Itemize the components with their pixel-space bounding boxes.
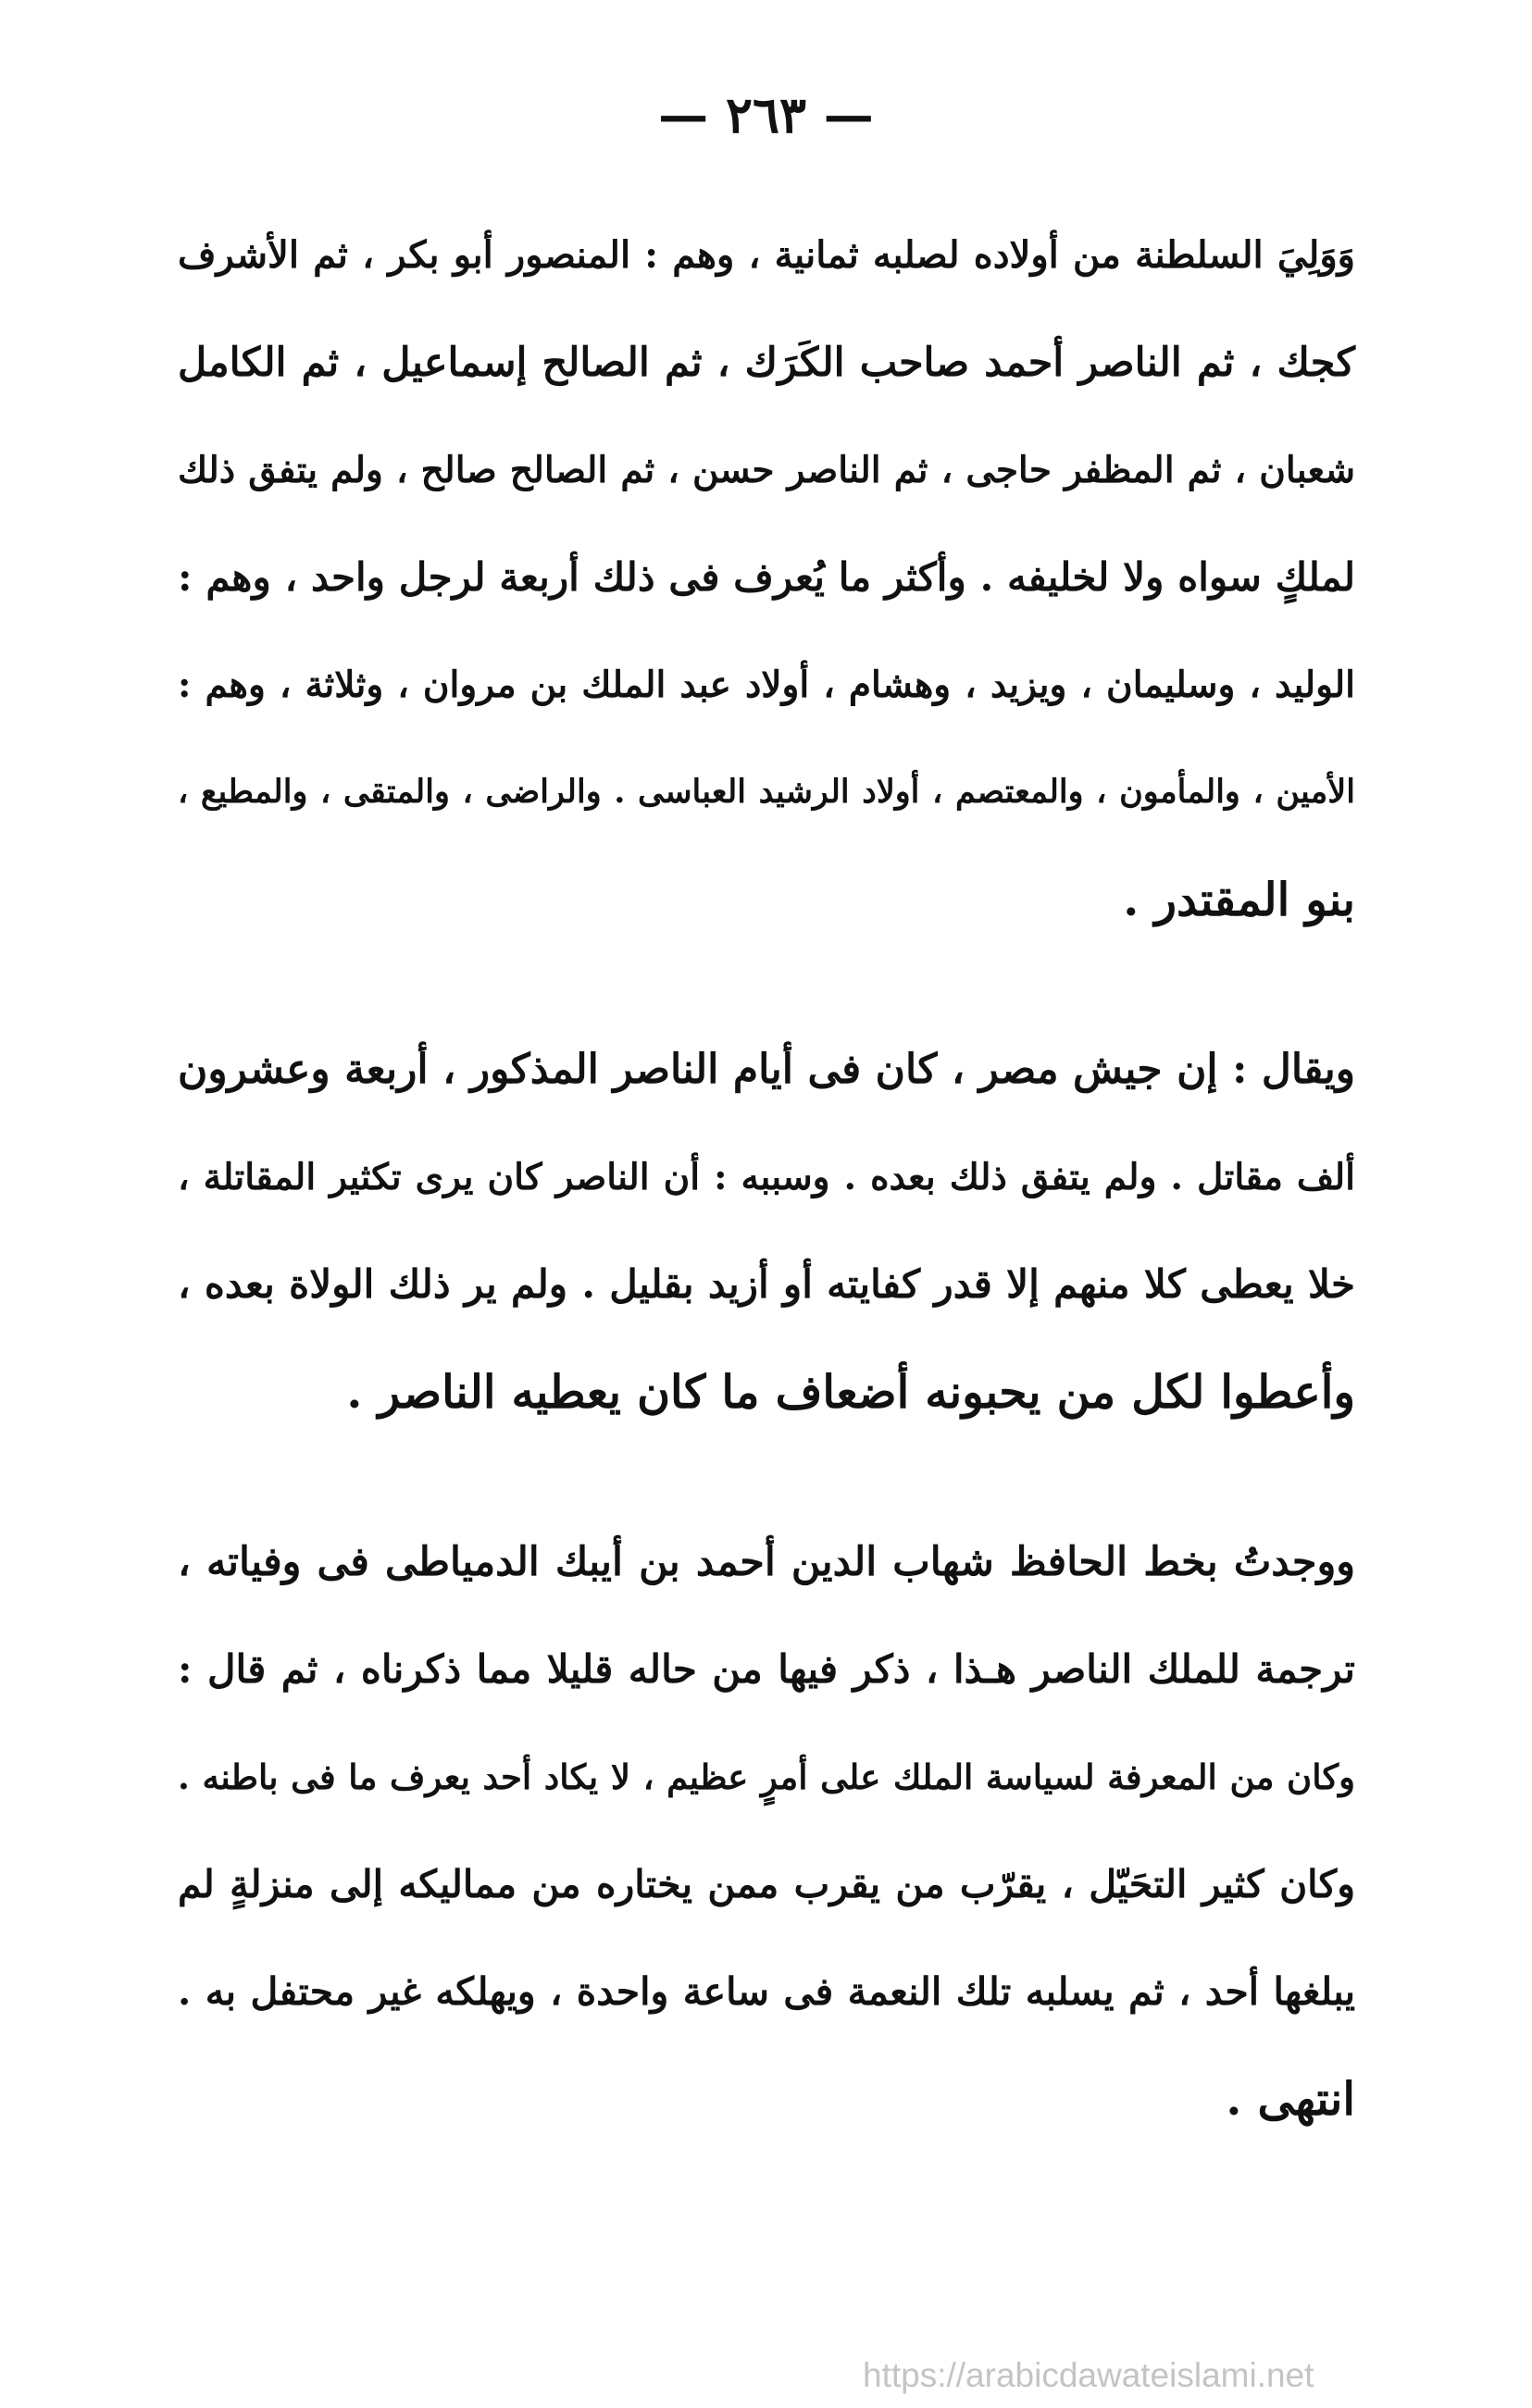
paragraph-spacer (178, 1446, 1355, 1508)
text-line: يبلغها أحد ، ثم يسلبه تلك النعمة فى ساعة واحدة ، ويهلكه غير محتفل به . (178, 1969, 1355, 2014)
text-line: ووجدتُ بخط الحافظ شهاب الدين أحمد بن أيبك الدمياطى فى وفياته ، (178, 1539, 1355, 1585)
text-line: لملكٍ سواه ولا لخليفه . وأكثر ما يُعرف فى ذلك أربعة لرجل واحد ، وهم : (178, 554, 1355, 600)
text-line: الوليد ، وسليمان ، ويزيد ، وهشام ، أولاد عبد الملك بن مروان ، وثلاثة ، وهم : (178, 664, 1355, 706)
watermark-url: https://arabicdawateislami.net (863, 2356, 1314, 2394)
text-line: ألف مقاتل . ولم يتفق ذلك بعده . وسببه : أن الناصر كان يرى تكثير المقاتلة ، (178, 1156, 1355, 1198)
text-line: وكان كثير التحَيّل ، يقرّب من يقرب ممن يختاره من مماليكه إلى منزلةٍ لم (178, 1862, 1355, 1906)
text-line: شعبان ، ثم المظفر حاجى ، ثم الناصر حسن ، ثم الصالح صالح ، ولم يتفق ذلك (178, 449, 1355, 491)
text-line: ويقال : إن جيش مصر ، كان فى أيام الناصر المذكور ، أربعة وعشرون (178, 1046, 1355, 1093)
text-line: انتهى . (1226, 2072, 1355, 2126)
text-line: وكان من المعرفة لسياسة الملك على أمرٍ عظيم ، لا يكاد أحد يعرف ما فى باطنه . (178, 1756, 1355, 1797)
page-number: — ٢٦٣ — (658, 85, 874, 144)
text-line: بنو المقتدر . (1123, 873, 1355, 926)
text-line: وَوَلِيَ السلطنة من أولاده لصلبه ثمانية ، وهم : المنصور أبو بكر ، ثم الأشرف (178, 233, 1355, 277)
text-line: كجك ، ثم الناصر أحمد صاحب الكَرَك ، ثم الصالح إسماعيل ، ثم الكامل (178, 340, 1355, 386)
text-line: ترجمة للملك الناصر هـذا ، ذكر فيها من حاله قليلا مما ذكرناه ، ثم قال : (178, 1646, 1355, 1692)
paragraph-spacer (178, 953, 1355, 1016)
paragraph-3 (178, 1508, 1355, 2153)
text-line: الأمين ، والمأمون ، والمعتصم ، أولاد الرشيد العباسى . والراضى ، والمتقى ، والمطيع ، (178, 773, 1355, 811)
text-line: خلا يعطى كلا منهم إلا قدر كفايته أو أزيد بقليل . ولم ير ذلك الولاة بعده ، (178, 1261, 1355, 1307)
text-line: وأعطوا لكل من يحبونه أضعاف ما كان يعطيه الناصر . (346, 1365, 1355, 1419)
paragraph-1 (178, 202, 1355, 953)
paragraph-2 (178, 1016, 1355, 1446)
page-body (178, 202, 1355, 2153)
